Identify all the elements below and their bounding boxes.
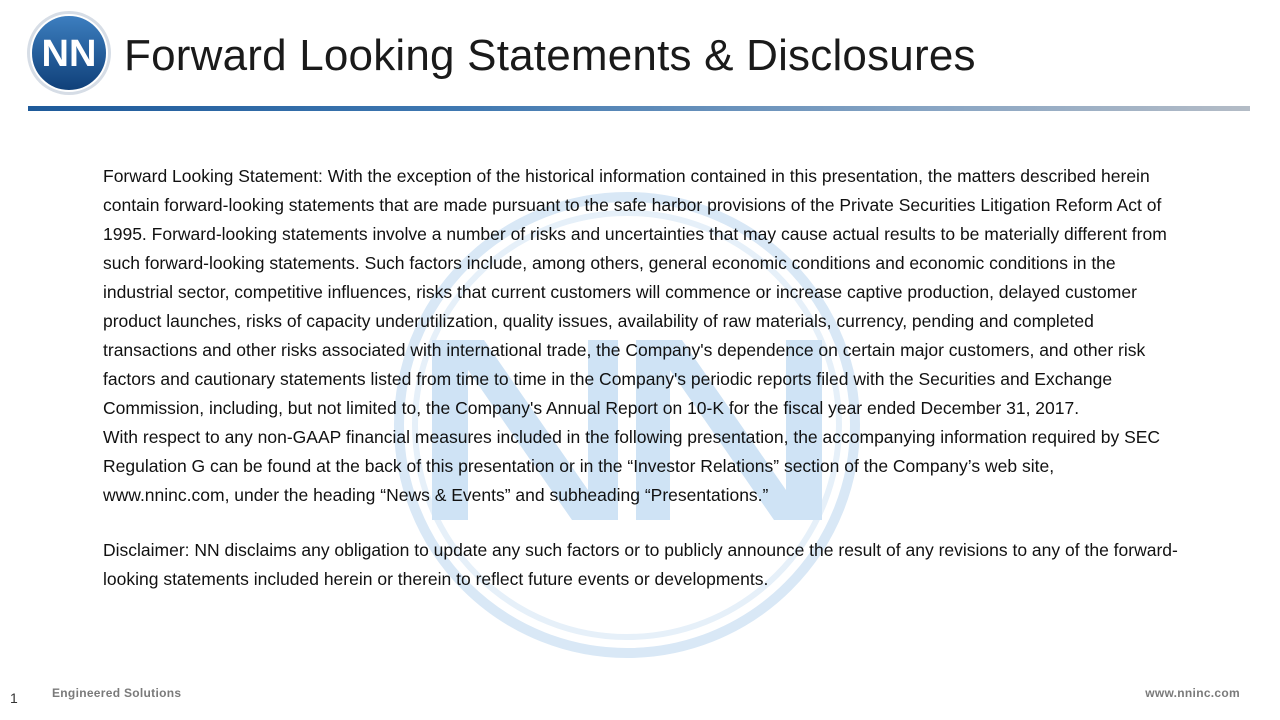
company-logo <box>26 10 112 96</box>
page-title: Forward Looking Statements & Disclosures <box>124 31 976 80</box>
footer-tagline: Engineered Solutions <box>52 686 182 700</box>
disclaimer: Disclaimer: NN disclaims any obligation to update any such factors or to publicly announce the result of any revisions to any of the forward-looking statements included herein or therein to reflect future events or developments. <box>103 540 1178 589</box>
logo-text: NN <box>41 33 97 75</box>
disclosure-body <box>103 162 1183 594</box>
title-divider <box>28 106 1250 111</box>
forward-looking-statement: Forward Looking Statement: With the exception of the historical information contained in this presentation, the matters described herein contain forward-looking statements that are made pursuant to the safe harbor provisions of the Private Securities Litigation Reform Act of 1995. Forward-looking statements involve a number of risks and uncertainties that may cause actual results to be materially different from such forward-looking statements. Such factors include, among others, general economic conditions and economic conditions in the industrial sector, competitive influences, risks that current customers will commence or increase captive production, delayed customer product launches, risks of capacity underutilization, quality issues, availability of raw materials, currency, pending and completed transactions and other risks associated with international trade, the Company's dependence on certain major customers, and other risk factors and cautionary statements listed from time to time in the Company's periodic reports filed with the Securities and Exchange Commission, including, but not limited to, the Company's Annual Report on 10-K for the fiscal year ended December 31, 2017. <box>103 166 1167 418</box>
non-gaap-note: With respect to any non-GAAP financial measures included in the following presentation, the accompanying information required by SEC Regulation G can be found at the back of this presentation or in the “Investor Relations” section of the Company’s web site, www.nninc.com, under the heading “News & Events” and subheading “Presentations.” <box>103 427 1161 505</box>
footer-website: www.nninc.com <box>1145 686 1240 700</box>
page-number: 1 <box>10 690 18 706</box>
